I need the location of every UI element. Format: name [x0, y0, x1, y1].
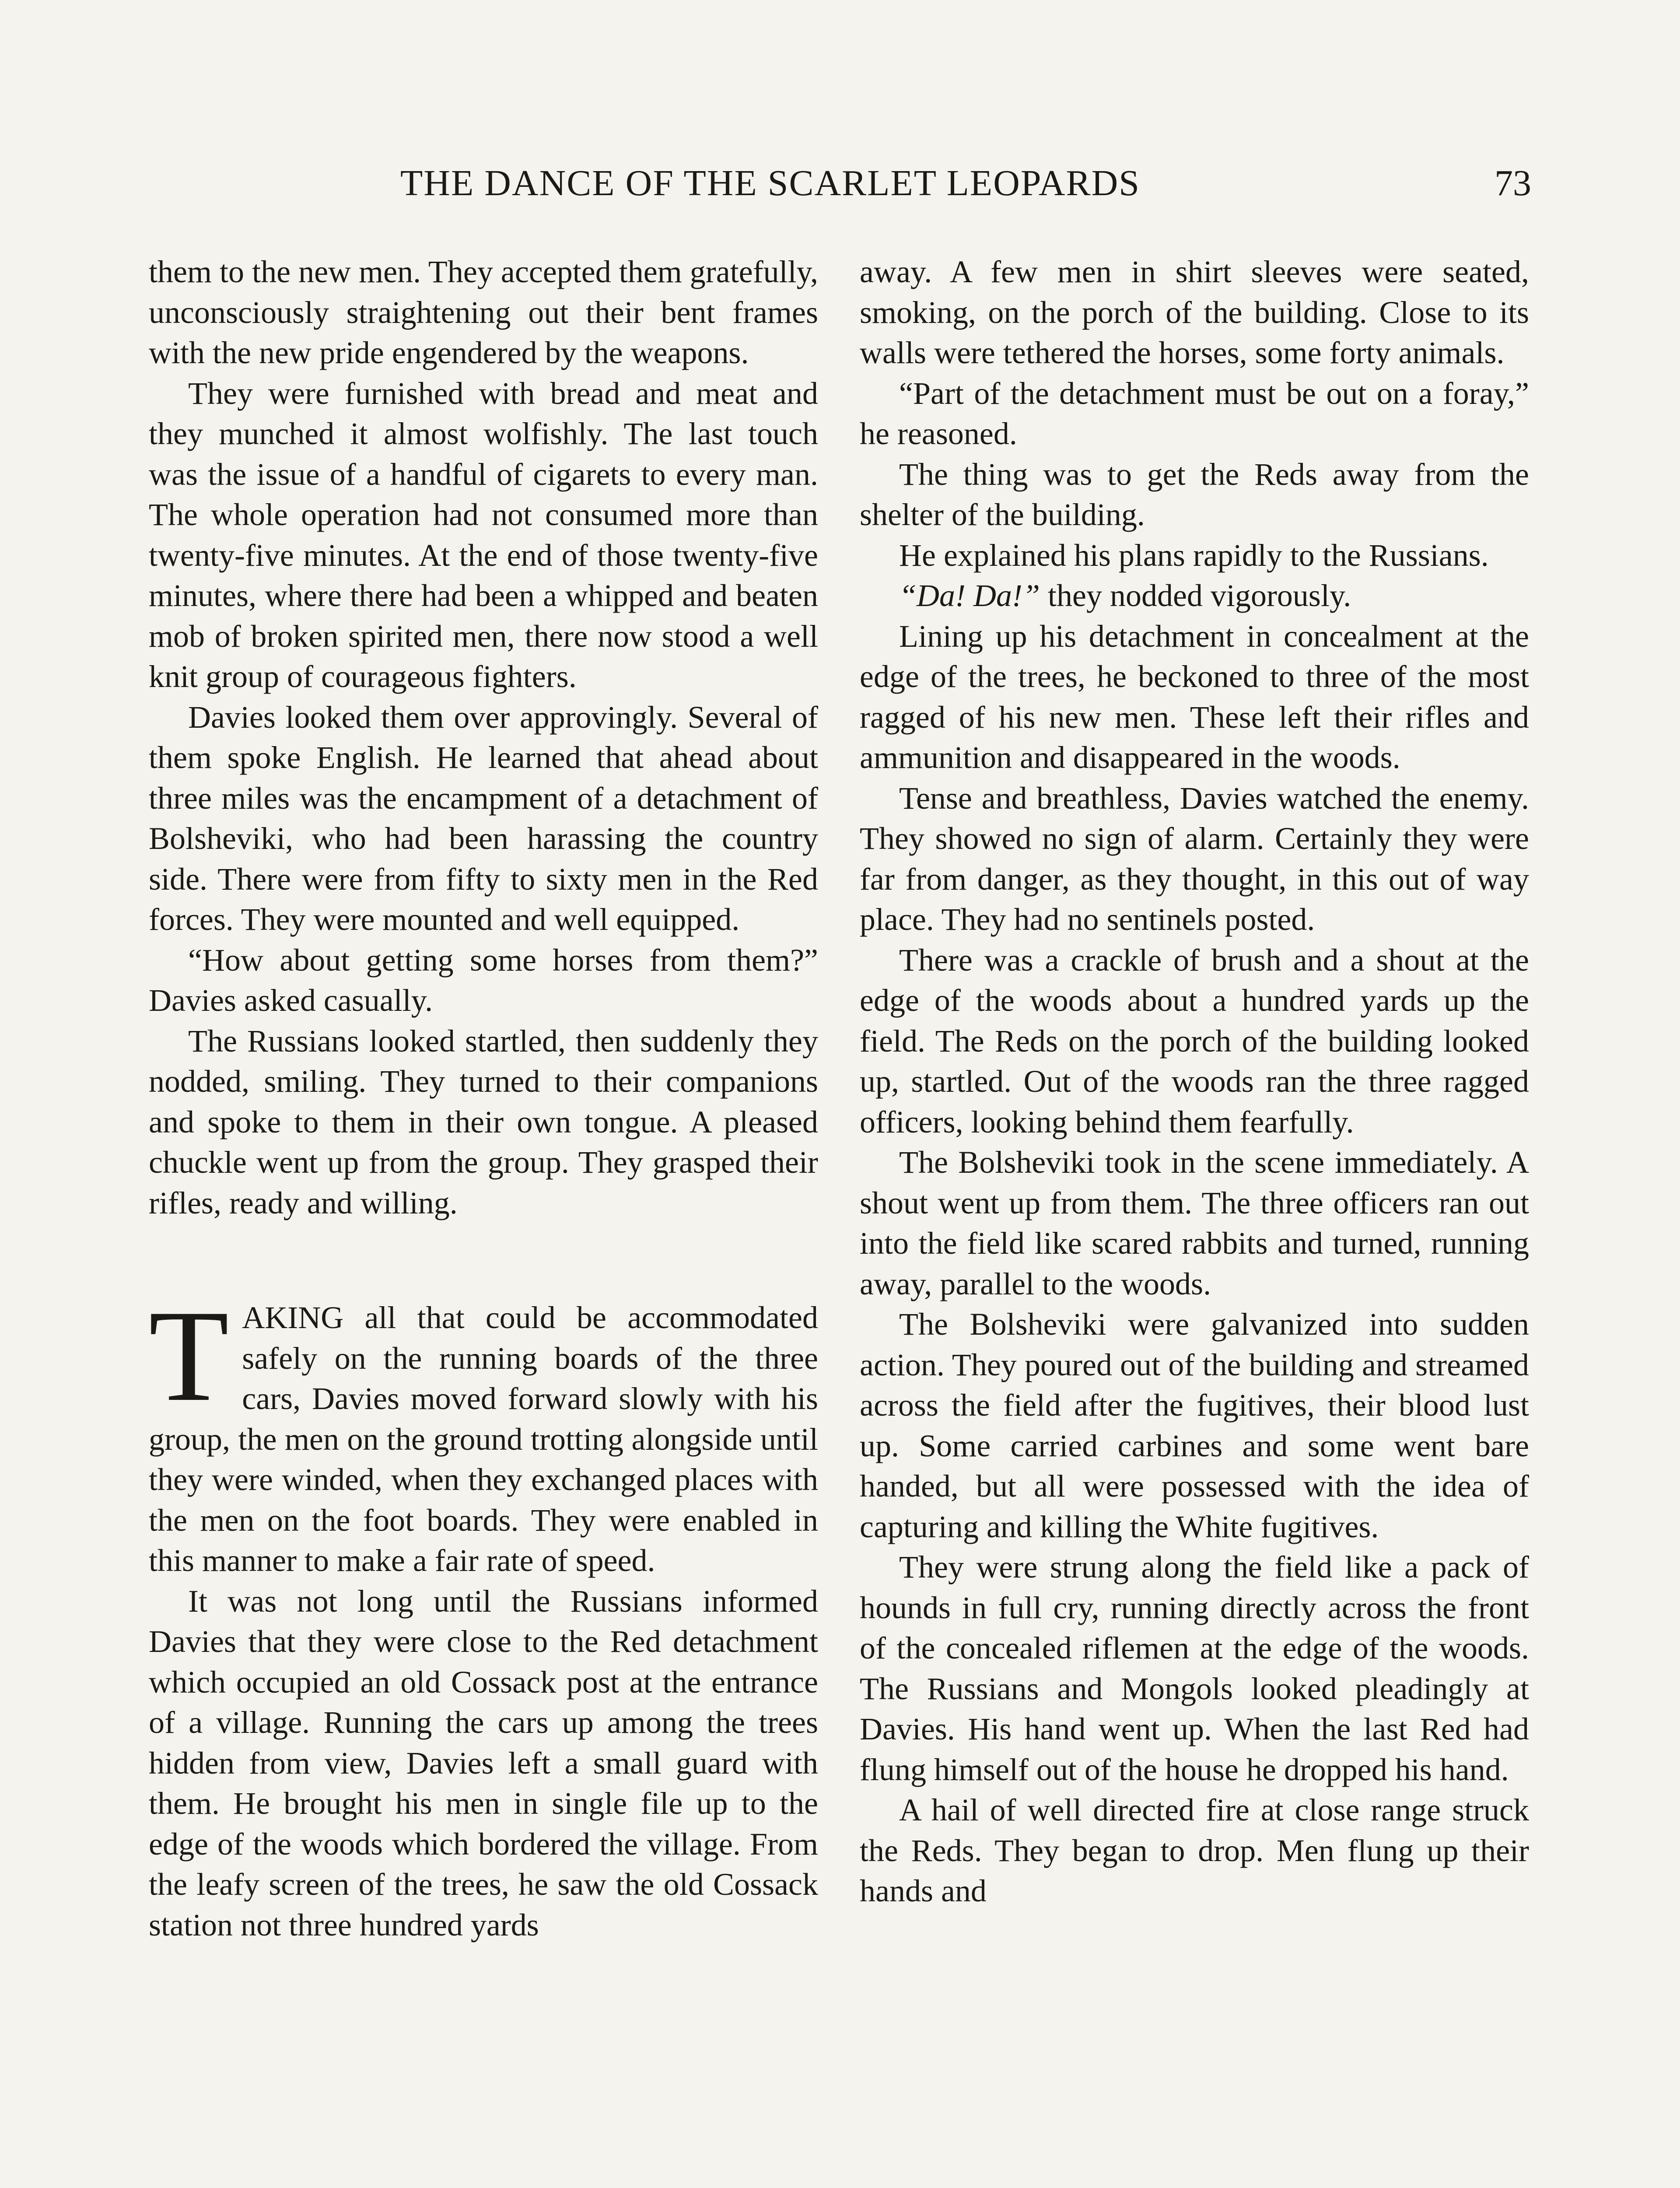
paragraph — [860, 575, 1529, 616]
paragraph: They were furnished with bread and meat and they munched it almost wolfishly. The last touch was the issue of a handful of cigarets to every man. The whole operation had not consumed more than twenty-five minutes. At the end of those twenty-five minutes, where there had been a whipped and beaten mob of broken spirited men, there now stood a well knit group of courageous fighters. — [149, 375, 818, 694]
paragraph: them to the new men. They accepted them gratefully, unconsciously straightening out their bent frames with the new pride engendered by the weapons. — [149, 254, 818, 370]
paragraph: The thing was to get the Reds away from the shelter of the building. — [860, 456, 1529, 532]
right-column — [860, 252, 1529, 1911]
page-number: 73 — [1494, 163, 1531, 203]
section-opening-paragraph — [149, 1283, 818, 1581]
paragraph: It was not long until the Russians informed Davies that they were close to the Red detachment which occupied an old Cossack post at the entrance of a village. Running the cars up among the trees hidden from view, Davies left a small guard with them. He brought his men in single file up to the edge of the woods which bordered the village. From the leafy screen of the trees, he saw the old Cossack station not three hundred yards — [149, 1583, 818, 1943]
paragraph: The Bolsheviki took in the scene immediately. A shout went up from them. The three officers ran out into the field like scared rabbits and turned, running away, parallel to the woods. — [860, 1145, 1529, 1301]
drop-cap: T — [149, 1283, 229, 1428]
italic-dialogue: “Da! Da!” — [899, 578, 1040, 613]
paragraph: The Bolsheviki were galvanized into sudden action. They poured out of the building and streamed across the field after the fugitives, their blood lust up. Some carried carbines and some went bare handed, but all were possessed with the idea of capturing and killing the White fugitives. — [860, 1307, 1529, 1544]
paragraph: There was a crackle of brush and a shout at the edge of the woods about a hundred yards up the field. The Reds on the porch of the building looked up, startled. Out of the woods ran the three ragged officers, looking behind them fearfully. — [860, 942, 1529, 1140]
running-head — [149, 162, 1531, 214]
running-title: THE DANCE OF THE SCARLET LEOPARDS — [400, 163, 1140, 203]
left-column — [149, 252, 818, 1945]
paragraph: Davies looked them over approvingly. Several of them spoke English. He learned that ahead about three miles was the encampment of a detachment of Bolsheviki, who had been harassing the country side. There were from fifty to sixty men in the Red forces. They were mounted and well equipped. — [149, 699, 818, 937]
paragraph: A hail of well directed fire at close range struck the Reds. They began to drop. Men flung up their hands and — [860, 1792, 1529, 1908]
paragraph-text: AKING all that could be accommodated safely on the running boards of the three cars, Davies moved forward slowly with his group, the men on the ground trotting alongside until they were winded, when they exchanged places with the men on the foot boards. They were enabled in this manner to make a fair rate of speed. — [149, 1300, 818, 1578]
paragraph: He explained his plans rapidly to the Russians. — [899, 537, 1489, 573]
paragraph: The Russians looked startled, then suddenly they nodded, smiling. They turned to their companions and spoke to them in their own tongue. A pleased chuckle went up from the group. They grasped their rifles, ready and willing. — [149, 1023, 818, 1220]
paragraph-text: they nodded vigorously. — [1040, 578, 1351, 613]
paragraph: away. A few men in shirt sleeves were seated, smoking, on the porch of the building. Close to its walls were tethered the horses, some forty animals. — [860, 254, 1529, 370]
paragraph: “Part of the detachment must be out on a foray,” he reasoned. — [860, 375, 1529, 451]
paragraph: Lining up his detachment in concealment at the edge of the trees, he beckoned to three of the most ragged of his new men. These left their rifles and ammunition and disappeared in the woods. — [860, 618, 1529, 775]
paragraph: They were strung along the field like a pack of hounds in full cry, running directly across the front of the concealed riflemen at the edge of the woods. The Russians and Mongols looked pleadingly at Davies. His hand went up. When the last Red had flung himself out of the house he dropped his hand. — [860, 1550, 1529, 1787]
paragraph: Tense and breathless, Davies watched the enemy. They showed no sign of alarm. Certainly they were far from danger, as they thought, in this out of way place. They had no sentinels posted. — [860, 780, 1529, 937]
paragraph: “How about getting some horses from them?” Davies asked casually. — [149, 942, 818, 1018]
